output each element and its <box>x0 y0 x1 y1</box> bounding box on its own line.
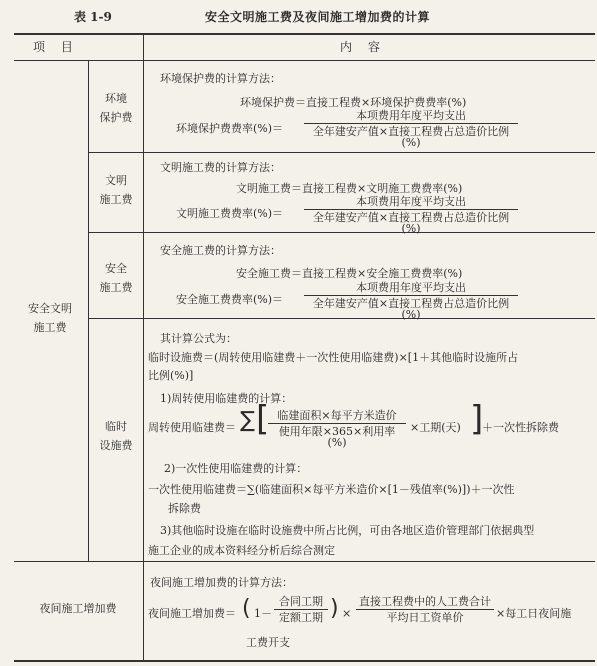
table-top-rule <box>14 33 595 35</box>
env-formula-1: 环境保护费＝直接工程费×环境保护费费率(%) <box>240 96 467 109</box>
night-tail-2: 工费开支 <box>246 636 290 649</box>
col-divider-1 <box>88 60 89 561</box>
header-item: 项 目 <box>33 40 79 54</box>
safety-formula-2-lhs: 安全施工费费率(%)＝ <box>176 293 284 306</box>
safety-fraction-denominator: 全年建安产值×直接工程费占总造价比例(%) <box>304 295 518 320</box>
sum-symbol: ∑ <box>240 408 255 433</box>
temp-formula-line-2: 比例(%)] <box>148 369 194 382</box>
env-fraction-denominator: 全年建安产值×直接工程费占总造价比例(%) <box>304 123 518 148</box>
category-night: 夜间施工增加费 <box>39 602 117 615</box>
civil-intro: 文明施工费的计算方法： <box>160 161 281 174</box>
table-bottom-rule <box>14 660 595 662</box>
env-intro: 环境保护费的计算方法： <box>160 72 281 85</box>
right-paren-icon: ) <box>330 596 339 621</box>
temp-sub3-line-1: 3)其他临时设施在临时设施费中所占比例，可由各地区造价管理部门依据典型 <box>160 524 535 537</box>
safety-fraction-numerator: 本项费用年度平均支出 <box>356 281 466 294</box>
temp-sub1-numerator: 临建面积×每平方米造价 <box>277 409 397 422</box>
night-times: × <box>342 607 352 620</box>
env-fraction-numerator: 本项费用年度平均支出 <box>356 109 466 122</box>
table-title: 安全文明施工费及夜间施工增加费的计算 <box>205 10 431 24</box>
row-rule-4 <box>14 561 595 562</box>
label-safety: 安全 施工费 <box>99 262 133 294</box>
civil-fraction-numerator: 本项费用年度平均支出 <box>356 195 466 208</box>
temp-formula-line-1: 临时设施费＝(周转使用临建费＋一次性使用临建费)×[1＋其他临时设施所占 <box>148 351 519 364</box>
temp-intro: 其计算公式为： <box>160 332 237 345</box>
temp-sub1-end: ＋一次性拆除费 <box>482 421 559 434</box>
temp-sub1-tail: ×工期(天) <box>410 421 461 434</box>
civil-fraction <box>304 196 518 234</box>
category-safe-civil: 安全文明 施工费 <box>28 302 72 334</box>
night-fraction-a-numerator: 合同工期 <box>279 595 323 608</box>
night-fraction-b-numerator: 直接工程费中的人工费合计 <box>359 595 491 608</box>
row-rule-1 <box>88 152 595 153</box>
label-temp: 临时 设施费 <box>99 420 133 452</box>
label-env: 环境 保护费 <box>99 92 133 124</box>
temp-sub1-fraction <box>268 410 406 448</box>
col-divider-2 <box>143 33 144 660</box>
night-intro: 夜间施工增加费的计算方法： <box>150 576 293 589</box>
header-bottom-rule <box>14 60 595 61</box>
label-civil: 文明 施工费 <box>99 174 133 206</box>
left-bracket-icon: [ <box>256 399 270 439</box>
civil-formula-2-lhs: 文明施工费费率(%)＝ <box>176 207 284 220</box>
night-fraction-a-denominator: 定额工期 <box>274 609 328 623</box>
table-number: 表 1-9 <box>74 10 112 24</box>
civil-fraction-denominator: 全年建安产值×直接工程费占总造价比例(%) <box>304 209 518 234</box>
left-paren-icon: ( <box>242 596 251 621</box>
night-tail: ×每工日夜间施 <box>496 607 572 620</box>
night-fraction-b-denominator: 平均日工资单价 <box>356 609 494 623</box>
temp-sub1-title: 1)周转使用临建费的计算： <box>160 392 293 405</box>
night-fraction-a <box>274 596 328 623</box>
safety-formula-1: 安全施工费＝直接工程费×安全施工费费率(%) <box>236 267 463 280</box>
temp-sub3-line-2: 施工企业的成本资料经分析后综合测定 <box>148 544 335 557</box>
night-fraction-b <box>356 596 494 623</box>
right-bracket-icon: ] <box>470 399 484 439</box>
env-formula-2-lhs: 环境保护费费率(%)＝ <box>176 122 284 135</box>
night-one-minus: 1－ <box>254 607 272 620</box>
temp-sub1-denominator: 使用年限×365×利用率(%) <box>268 423 406 448</box>
temp-sub2-title: 2)一次性使用临建费的计算： <box>164 462 308 475</box>
safety-fraction <box>304 282 518 320</box>
safety-intro: 安全施工费的计算方法： <box>160 244 281 257</box>
night-lhs: 夜间施工增加费＝ <box>148 607 236 620</box>
civil-formula-1: 文明施工费＝直接工程费×文明施工费费率(%) <box>236 182 463 195</box>
temp-sub2-line-2: 拆除费 <box>168 502 201 515</box>
env-fraction <box>304 110 518 148</box>
header-content: 内 容 <box>340 40 386 54</box>
temp-sub1-lhs: 周转使用临建费＝ <box>148 421 236 434</box>
temp-sub2-line-1: 一次性使用临建费＝∑(临建面积×每平方米造价×[1－残值率(%)])＋一次性 <box>148 483 515 496</box>
